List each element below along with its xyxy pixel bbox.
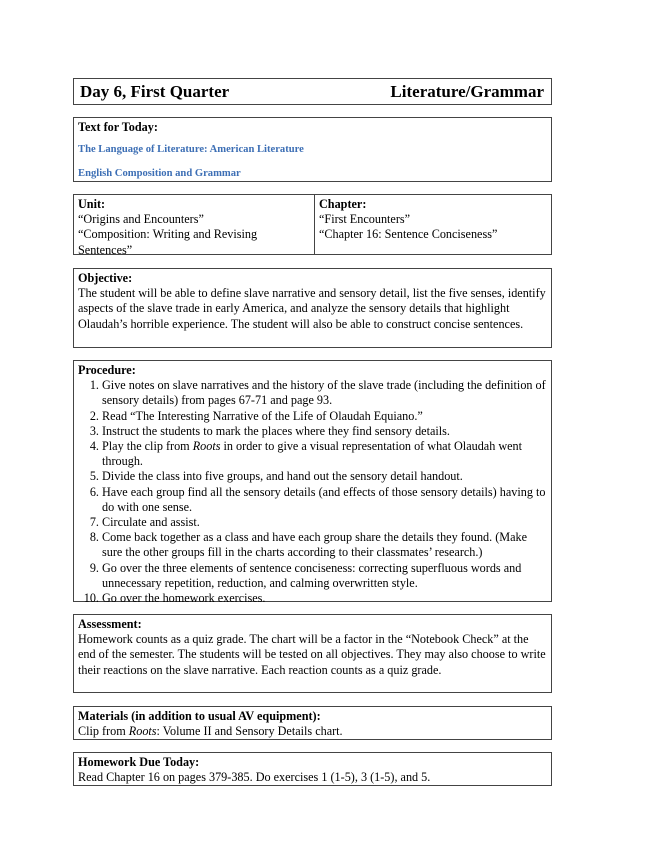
unit-line-2: “Composition: Writing and Revising Sentences” <box>78 227 258 257</box>
homework-text: Read Chapter 16 on pages 379-385. Do exercises 1 (1-5), 3 (1-5), and 5. <box>78 770 431 785</box>
assessment-section <box>73 614 552 693</box>
assessment-heading: Assessment: <box>78 617 142 631</box>
chapter-line-1: “First Encounters” <box>319 212 411 227</box>
homework-heading: Homework Due Today: <box>78 755 200 769</box>
objective-heading: Objective: <box>78 271 133 285</box>
lesson-day: Day 6, First Quarter <box>80 81 230 101</box>
unit-chapter-section <box>73 194 552 255</box>
materials-prefix: Clip from <box>78 724 129 739</box>
procedure-step: 3. Instruct the students to mark the places where they find sensory details. <box>102 424 547 439</box>
unit-line-1: “Origins and Encounters” <box>78 212 204 227</box>
procedure-step: 10. Go over the homework exercises. <box>102 591 547 606</box>
materials-roots-title: Roots <box>128 724 157 739</box>
procedure-heading: Procedure: <box>78 363 136 377</box>
objective-text: The student will be able to define slave narrative and sensory detail, list the five senses, identify aspects of the slave trade in early America, and analyze the sensory details that highlight Olaudah’s horrible experience. The student will also be able to construct concise sentences. <box>78 286 546 331</box>
procedure-list <box>78 378 547 606</box>
procedure-step: 5. Divide the class into five groups, and hand out the sensory detail handout. <box>102 469 547 484</box>
procedure-step: 9. Go over the three elements of sentence conciseness: correcting superfluous words and unnecessary repetition, reduction, and calming overwritten style. <box>102 561 547 591</box>
procedure-step: 1. Give notes on slave narratives and the history of the slave trade (including the definition of sensory details) from pages 67-71 and page 93. <box>102 378 547 408</box>
chapter-heading: Chapter: <box>319 197 367 211</box>
procedure-step: 6. Have each group find all the sensory details (and effects of those sensory details) having to do with one sense. <box>102 485 547 515</box>
textbook-literature: The Language of Literature: American Literature <box>78 144 304 156</box>
assessment-text: Homework counts as a quiz grade. The chart will be a factor in the “Notebook Check” at the end of the semester. The students will be tested on all objectives. They may also choose to write their reactions on the slave narrative. Each reaction counts as a quiz grade. <box>78 632 546 677</box>
procedure-step: 4. Play the clip from Roots in order to give a visual representation of what Olaudah went through. <box>102 439 547 469</box>
text-for-today-heading: Text for Today: <box>78 120 158 134</box>
materials-suffix: : Volume II and Sensory Details chart. <box>156 724 343 739</box>
procedure-step: 2. Read “The Interesting Narrative of the Life of Olaudah Equiano.” <box>102 409 547 424</box>
materials-section <box>73 706 552 740</box>
text-for-today-section <box>73 117 552 182</box>
roots-title: Roots <box>192 439 221 454</box>
objective-section <box>73 268 552 348</box>
chapter-cell <box>315 195 551 254</box>
materials-heading: Materials (in addition to usual AV equipment): <box>78 709 321 723</box>
chapter-line-2: “Chapter 16: Sentence Conciseness” <box>319 227 498 242</box>
unit-cell <box>74 195 315 257</box>
procedure-step: 7. Circulate and assist. <box>102 515 547 530</box>
materials-text <box>78 724 547 739</box>
textbook-grammar: English Composition and Grammar <box>78 168 241 180</box>
procedure-section <box>73 360 552 606</box>
unit-heading: Unit: <box>78 197 106 211</box>
procedure-step: 8. Come back together as a class and have each group share the details they found. (Make sure the other groups fill in the charts according to their classmates’ research.) <box>102 530 547 560</box>
homework-section <box>73 752 552 786</box>
lesson-title-bar <box>73 78 552 105</box>
lesson-subject: Literature/Grammar <box>390 81 544 101</box>
